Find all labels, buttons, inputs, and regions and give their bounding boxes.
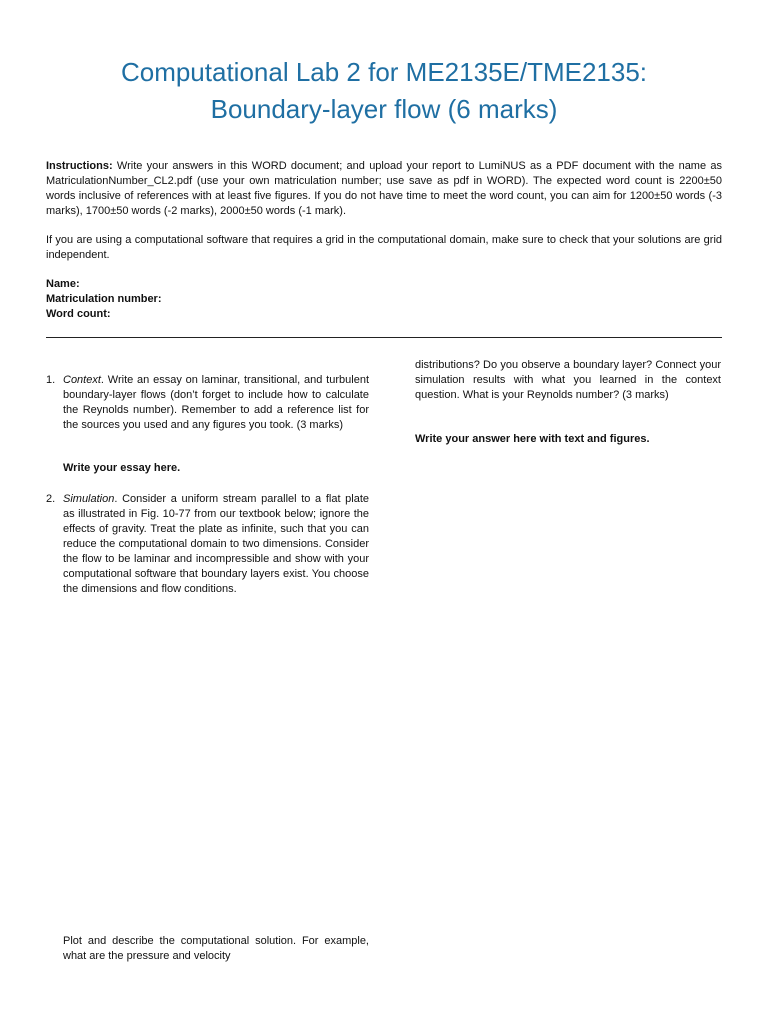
question-2-number: 2. — [46, 493, 56, 505]
question-2-body: . Consider a uniform stream parallel to a flat plate as illustrated in Fig. 10-77 from our textbook below; ignore the effects of gravity. Treat the plate as infinite, such that you can reduce the computational domain to two dimensions. Consider the flow to be laminar and incompressible and show with your computational software that boundary layers exist. You choose the dimensions and flow conditions. — [63, 493, 369, 595]
instructions-paragraph — [46, 159, 722, 219]
question-1-body: . Write an essay on laminar, transitional, and turbulent boundary-layer flows (don’t forget to include how to calculate the Reynolds number). Remember to add a reference list for the sources you used and any figures you took. (3 marks) — [63, 374, 369, 431]
word-count-field-label: Word count: — [46, 308, 111, 320]
question-1-number: 1. — [46, 374, 56, 386]
continuation-right: distributions? Do you observe a boundary layer? Connect your simulation results with what you learned in the context question. What is your Reynolds number? (3 marks) — [415, 359, 721, 401]
title-line-1: Computational Lab 2 for ME2135E/TME2135: — [120, 57, 648, 87]
instructions-text: Write your answers in this WORD document; and upload your report to LumiNUS as a PDF document with the name as MatriculationNumber_CL2.pdf (use your own matriculation number; use save as pdf in WORD). The expected word count is 2200±50 words inclusive of references with at least five figures. If you do not have time to meet the word count, you can aim for 1200±50 words (-3 marks), 1700±50 words (-2 marks), 2000±50 words (-1 mark). — [46, 160, 722, 217]
title-line-2: Boundary-layer flow (6 marks) — [210, 94, 558, 124]
instructions-label: Instructions: — [46, 160, 113, 172]
page-title — [0, 54, 768, 128]
question-2-text — [63, 492, 369, 597]
grid-note-paragraph: If you are using a computational software that requires a grid in the computational domain, make sure to check that your solutions are grid independent. — [46, 234, 722, 261]
continuation-left: Plot and describe the computational solution. For example, what are the pressure and velocity — [63, 935, 369, 962]
question-2-prompt: Write your answer here with text and figures. — [415, 433, 650, 445]
name-field-label: Name: — [46, 278, 80, 290]
question-2-heading: Simulation — [63, 493, 115, 505]
question-1-prompt: Write your essay here. — [63, 462, 181, 474]
question-1-text — [63, 373, 369, 433]
question-1-heading: Context — [63, 374, 101, 386]
section-divider — [46, 337, 722, 338]
matric-field-label: Matriculation number: — [46, 293, 162, 305]
